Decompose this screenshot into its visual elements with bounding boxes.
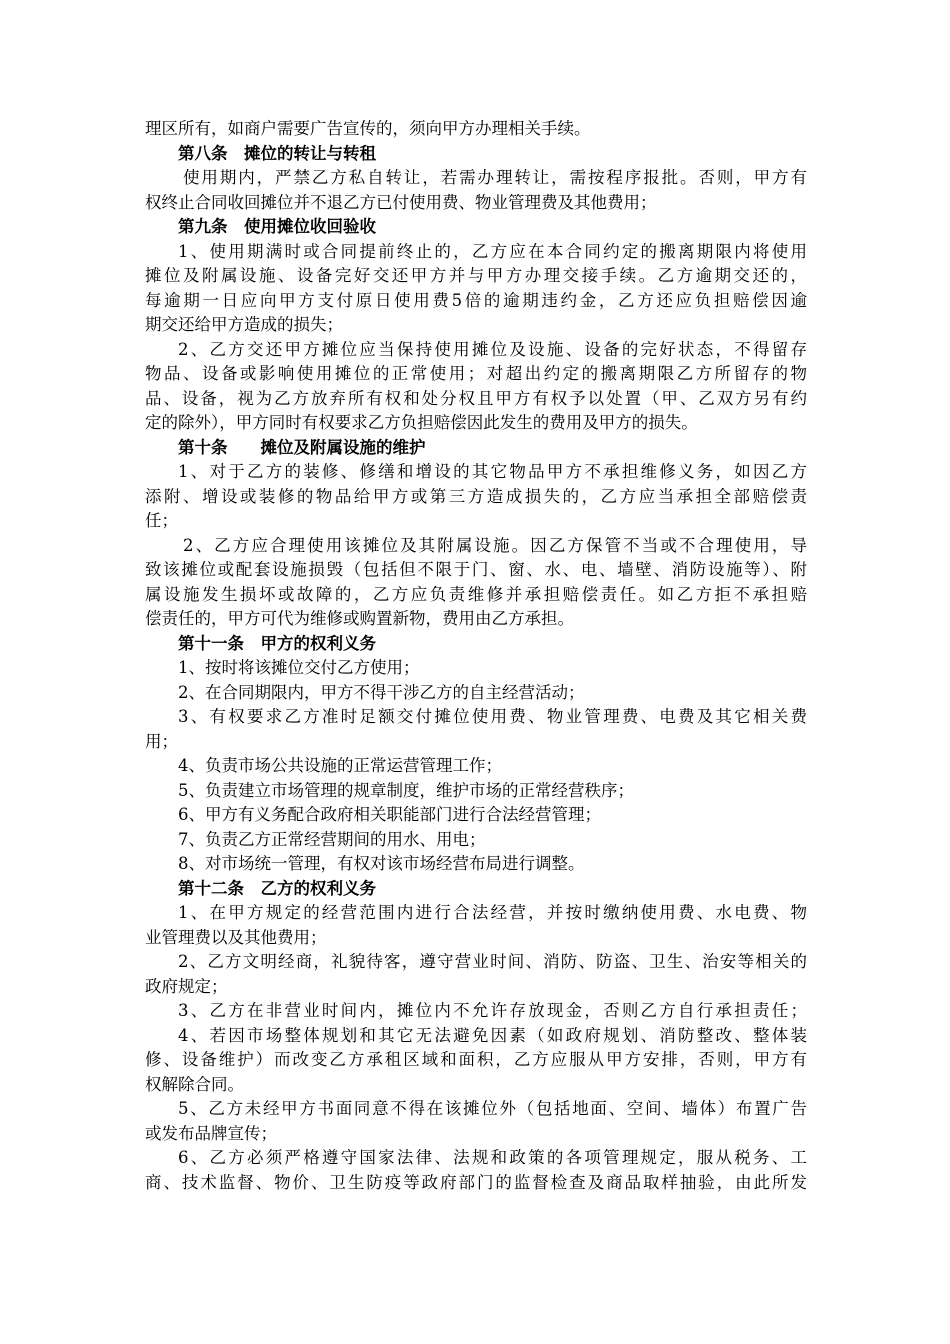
paragraph-line: 每逾期一日应向甲方支付原日使用费5倍的逾期违约金，乙方还应负担赔偿因逾 bbox=[145, 290, 807, 310]
paragraph-line: 致该摊位或配套设施损毁（包括但不限于门、窗、水、电、墙壁、消防设施等）、附 bbox=[145, 560, 807, 579]
paragraph-line: 1、对于乙方的装修、修缮和增设的其它物品甲方不承担维修义务，如因乙方 bbox=[178, 462, 807, 481]
paragraph-line: 摊位及附属设施、设备完好交还甲方并与甲方办理交接手续。乙方逾期交还的， bbox=[145, 266, 807, 285]
paragraph-line: 或发布品牌宣传； bbox=[145, 1123, 277, 1143]
paragraph-line: 5、乙方未经甲方书面同意不得在该摊位外（包括地面、空间、墙体）布置广告 bbox=[178, 1099, 807, 1118]
paragraph-line: 任； bbox=[145, 511, 178, 530]
article-heading: 第十条 摊位及附属设施的维护 bbox=[178, 437, 426, 457]
paragraph-line: 定的除外），甲方同时有权要求乙方负担赔偿因此发生的费用及甲方的损失。 bbox=[145, 413, 698, 432]
paragraph-line: 理区所有，如商户需要广告宣传的，须向甲方办理相关手续。 bbox=[145, 119, 591, 138]
paragraph-line: 6、乙方必须严格遵守国家法律、法规和政策的各项管理规定，服从税务、工 bbox=[178, 1148, 807, 1167]
paragraph-line: 使用期内，严禁乙方私自转让，若需办理转让，需按程序报批。否则，甲方有 bbox=[183, 168, 807, 187]
paragraph-line: 1、在甲方规定的经营范围内进行合法经营，并按时缴纳使用费、水电费、物 bbox=[178, 903, 807, 922]
paragraph-line: 8、对市场统一管理，有权对该市场经营布局进行调整。 bbox=[178, 854, 585, 873]
paragraph-line: 3、乙方在非营业时间内，摊位内不允许存放现金，否则乙方自行承担责任； bbox=[178, 1001, 807, 1020]
article-heading: 第九条 使用摊位收回验收 bbox=[178, 217, 376, 236]
paragraph-line: 2、在合同期限内，甲方不得干涉乙方的自主经营活动； bbox=[178, 682, 585, 702]
paragraph-line: 期交还给甲方造成的损失； bbox=[145, 315, 343, 334]
paragraph-line: 属设施发生损坏或故障的，乙方应负责维修并承担赔偿责任。如乙方拒不承担赔 bbox=[145, 584, 807, 604]
article-heading: 第十二条 乙方的权利义务 bbox=[178, 878, 376, 898]
paragraph-line: 品、设备，视为乙方放弃所有权和处分权且甲方有权予以处置（甲、乙双方另有约 bbox=[145, 388, 807, 408]
article-heading: 第八条 摊位的转让与转租 bbox=[178, 143, 376, 163]
paragraph-line: 2、乙方交还甲方摊位应当保持使用摊位及设施、设备的完好状态，不得留存 bbox=[178, 339, 807, 359]
paragraph-line: 1、使用期满时或合同提前终止的，乙方应在本合同约定的搬离期限内将使用 bbox=[178, 241, 807, 261]
paragraph-line: 6、甲方有义务配合政府相关职能部门进行合法经营管理； bbox=[178, 805, 601, 824]
paragraph-line: 3、有权要求乙方准时足额交付摊位使用费、物业管理费、电费及其它相关费 bbox=[178, 707, 807, 726]
paragraph-line: 2、乙方应合理使用该摊位及其附属设施。因乙方保管不当或不合理使用，导 bbox=[183, 535, 807, 555]
paragraph-line: 偿责任的，甲方可代为维修或购置新物，费用由乙方承担。 bbox=[145, 609, 574, 628]
paragraph-line: 5、负责建立市场管理的规章制度，维护市场的正常经营秩序； bbox=[178, 780, 634, 800]
paragraph-line: 用； bbox=[145, 731, 178, 751]
article-heading: 第十一条 甲方的权利义务 bbox=[178, 633, 376, 653]
paragraph-line: 物品、设备或影响使用摊位的正常使用；对超出约定的搬离期限乙方所留存的物 bbox=[145, 364, 807, 383]
paragraph-line: 商、技术监督、物价、卫生防疫等政府部门的监督检查及商品取样抽验，由此所发 bbox=[145, 1172, 807, 1192]
document-page bbox=[145, 117, 807, 1195]
paragraph-line: 业管理费以及其他费用； bbox=[145, 927, 327, 947]
paragraph-line: 权终止合同收回摊位并不退乙方已付使用费、物业管理费及其他费用； bbox=[145, 192, 657, 212]
paragraph-line: 2、乙方文明经商，礼貌待客，遵守营业时间、消防、防盗、卫生、治安等相关的 bbox=[178, 952, 807, 971]
paragraph-line: 4、负责市场公共设施的正常运营管理工作； bbox=[178, 756, 502, 775]
paragraph-line: 4、若因市场整体规划和其它无法避免因素（如政府规划、消防整改、整体装 bbox=[178, 1025, 807, 1045]
paragraph-line: 1、按时将该摊位交付乙方使用； bbox=[178, 658, 420, 677]
paragraph-line: 政府规定； bbox=[145, 976, 228, 996]
paragraph-line: 修、设备维护）而改变乙方承租区域和面积，乙方应服从甲方安排，否则，甲方有 bbox=[145, 1050, 807, 1069]
paragraph-line: 添附、增设或装修的物品给甲方或第三方造成损失的，乙方应当承担全部赔偿责 bbox=[145, 486, 807, 506]
paragraph-line: 7、负责乙方正常经营期间的用水、用电； bbox=[178, 829, 486, 849]
paragraph-line: 权解除合同。 bbox=[145, 1074, 244, 1094]
